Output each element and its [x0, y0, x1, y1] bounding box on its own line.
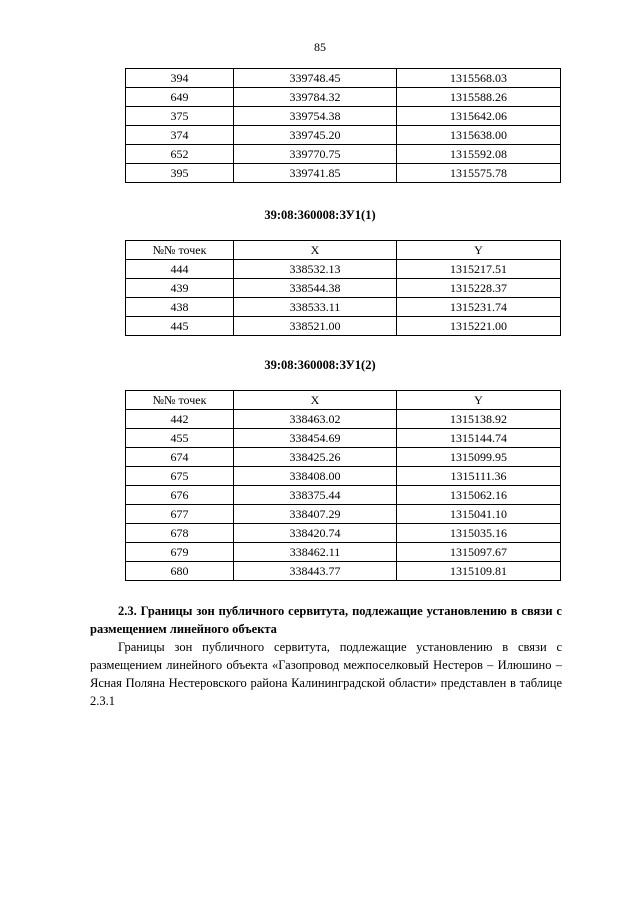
column-header-points: №№ точек: [126, 391, 234, 410]
table-cell: 339741.85: [234, 164, 397, 183]
table-cell: 1315575.78: [397, 164, 561, 183]
table-row: [126, 524, 561, 543]
table-cell: 680: [126, 562, 234, 581]
table-row: [126, 562, 561, 581]
table-cell: 395: [126, 164, 234, 183]
table-cell: 649: [126, 88, 234, 107]
table-row: [126, 467, 561, 486]
table-cell: 444: [126, 260, 234, 279]
table-header: [126, 241, 561, 260]
table-cell: 652: [126, 145, 234, 164]
table-row: [126, 107, 561, 126]
table-cell: 1315109.81: [397, 562, 561, 581]
table-cell: 338454.69: [234, 429, 397, 448]
column-header-points: №№ точек: [126, 241, 234, 260]
table-cell: 338462.11: [234, 543, 397, 562]
page-number: 85: [314, 40, 326, 54]
table-row: [126, 543, 561, 562]
table-body: [126, 410, 561, 581]
table-header: [126, 391, 561, 410]
section-paragraph: Границы зон публичного сервитута, подлежащие установлению в связи с размещением линейного объекта «Газопровод межпоселковый Нестеров – Илюшино – Ясная Поляна Нестеровского района Калининградской области» представлен в таблице 2.3.1: [90, 640, 562, 708]
table-body: [126, 260, 561, 336]
table-row: [126, 505, 561, 524]
table-title: 39:08:360008:ЗУ1(1): [264, 208, 376, 222]
table-cell: 1315642.06: [397, 107, 561, 126]
table-row: [126, 88, 561, 107]
table-cell: 338375.44: [234, 486, 397, 505]
table-row: [126, 279, 561, 298]
column-header-x: X: [234, 391, 397, 410]
table-cell: 1315035.16: [397, 524, 561, 543]
section-heading: 2.3. Границы зон публичного сервитута, подлежащие установлению в связи с размещением линейного объекта: [90, 604, 562, 636]
table-header-row: [126, 241, 561, 260]
table-cell: 338425.26: [234, 448, 397, 467]
table-row: [126, 260, 561, 279]
table-cell: 676: [126, 486, 234, 505]
table-cell: 339754.38: [234, 107, 397, 126]
table-cell: 1315231.74: [397, 298, 561, 317]
table-cell: 1315111.36: [397, 467, 561, 486]
table-cell: 339784.32: [234, 88, 397, 107]
table-cell: 374: [126, 126, 234, 145]
table-cell: 1315138.92: [397, 410, 561, 429]
column-header-y: Y: [397, 391, 561, 410]
coordinates-table: [125, 390, 561, 581]
coordinates-table: [125, 240, 561, 336]
table-cell: 1315062.16: [397, 486, 561, 505]
table-cell: 338407.29: [234, 505, 397, 524]
table-cell: 1315217.51: [397, 260, 561, 279]
table-cell: 1315041.10: [397, 505, 561, 524]
table-cell: 1315638.00: [397, 126, 561, 145]
table-cell: 338420.74: [234, 524, 397, 543]
table-cell: 439: [126, 279, 234, 298]
table-cell: 338533.11: [234, 298, 397, 317]
table-row: [126, 126, 561, 145]
table-cell: 339748.45: [234, 69, 397, 88]
table-cell: 1315097.67: [397, 543, 561, 562]
table-cell: 1315588.26: [397, 88, 561, 107]
table-cell: 375: [126, 107, 234, 126]
table-cell: 338544.38: [234, 279, 397, 298]
table-cell: 338408.00: [234, 467, 397, 486]
table-cell: 677: [126, 505, 234, 524]
table-row: [126, 317, 561, 336]
table-cell: 674: [126, 448, 234, 467]
table-row: [126, 164, 561, 183]
coordinates-table-continued: [125, 68, 561, 183]
table-row: [126, 486, 561, 505]
table-row: [126, 429, 561, 448]
table-cell: 679: [126, 543, 234, 562]
table-cell: 1315568.03: [397, 69, 561, 88]
column-header-x: X: [234, 241, 397, 260]
table-header-row: [126, 391, 561, 410]
table-cell: 455: [126, 429, 234, 448]
table-row: [126, 448, 561, 467]
table-cell: 339745.20: [234, 126, 397, 145]
column-header-y: Y: [397, 241, 561, 260]
table-row: [126, 298, 561, 317]
table-row: [126, 145, 561, 164]
table-cell: 1315099.95: [397, 448, 561, 467]
table-cell: 445: [126, 317, 234, 336]
table-body: [126, 69, 561, 183]
table-row: [126, 69, 561, 88]
table-cell: 1315228.37: [397, 279, 561, 298]
table-cell: 675: [126, 467, 234, 486]
table-cell: 1315144.74: [397, 429, 561, 448]
table-title: 39:08:360008:ЗУ1(2): [264, 358, 376, 372]
table-cell: 394: [126, 69, 234, 88]
table-cell: 678: [126, 524, 234, 543]
table-cell: 438: [126, 298, 234, 317]
table-cell: 1315592.08: [397, 145, 561, 164]
table-row: [126, 410, 561, 429]
table-cell: 442: [126, 410, 234, 429]
table-cell: 338443.77: [234, 562, 397, 581]
table-cell: 1315221.00: [397, 317, 561, 336]
table-cell: 339770.75: [234, 145, 397, 164]
table-cell: 338463.02: [234, 410, 397, 429]
table-cell: 338532.13: [234, 260, 397, 279]
table-cell: 338521.00: [234, 317, 397, 336]
